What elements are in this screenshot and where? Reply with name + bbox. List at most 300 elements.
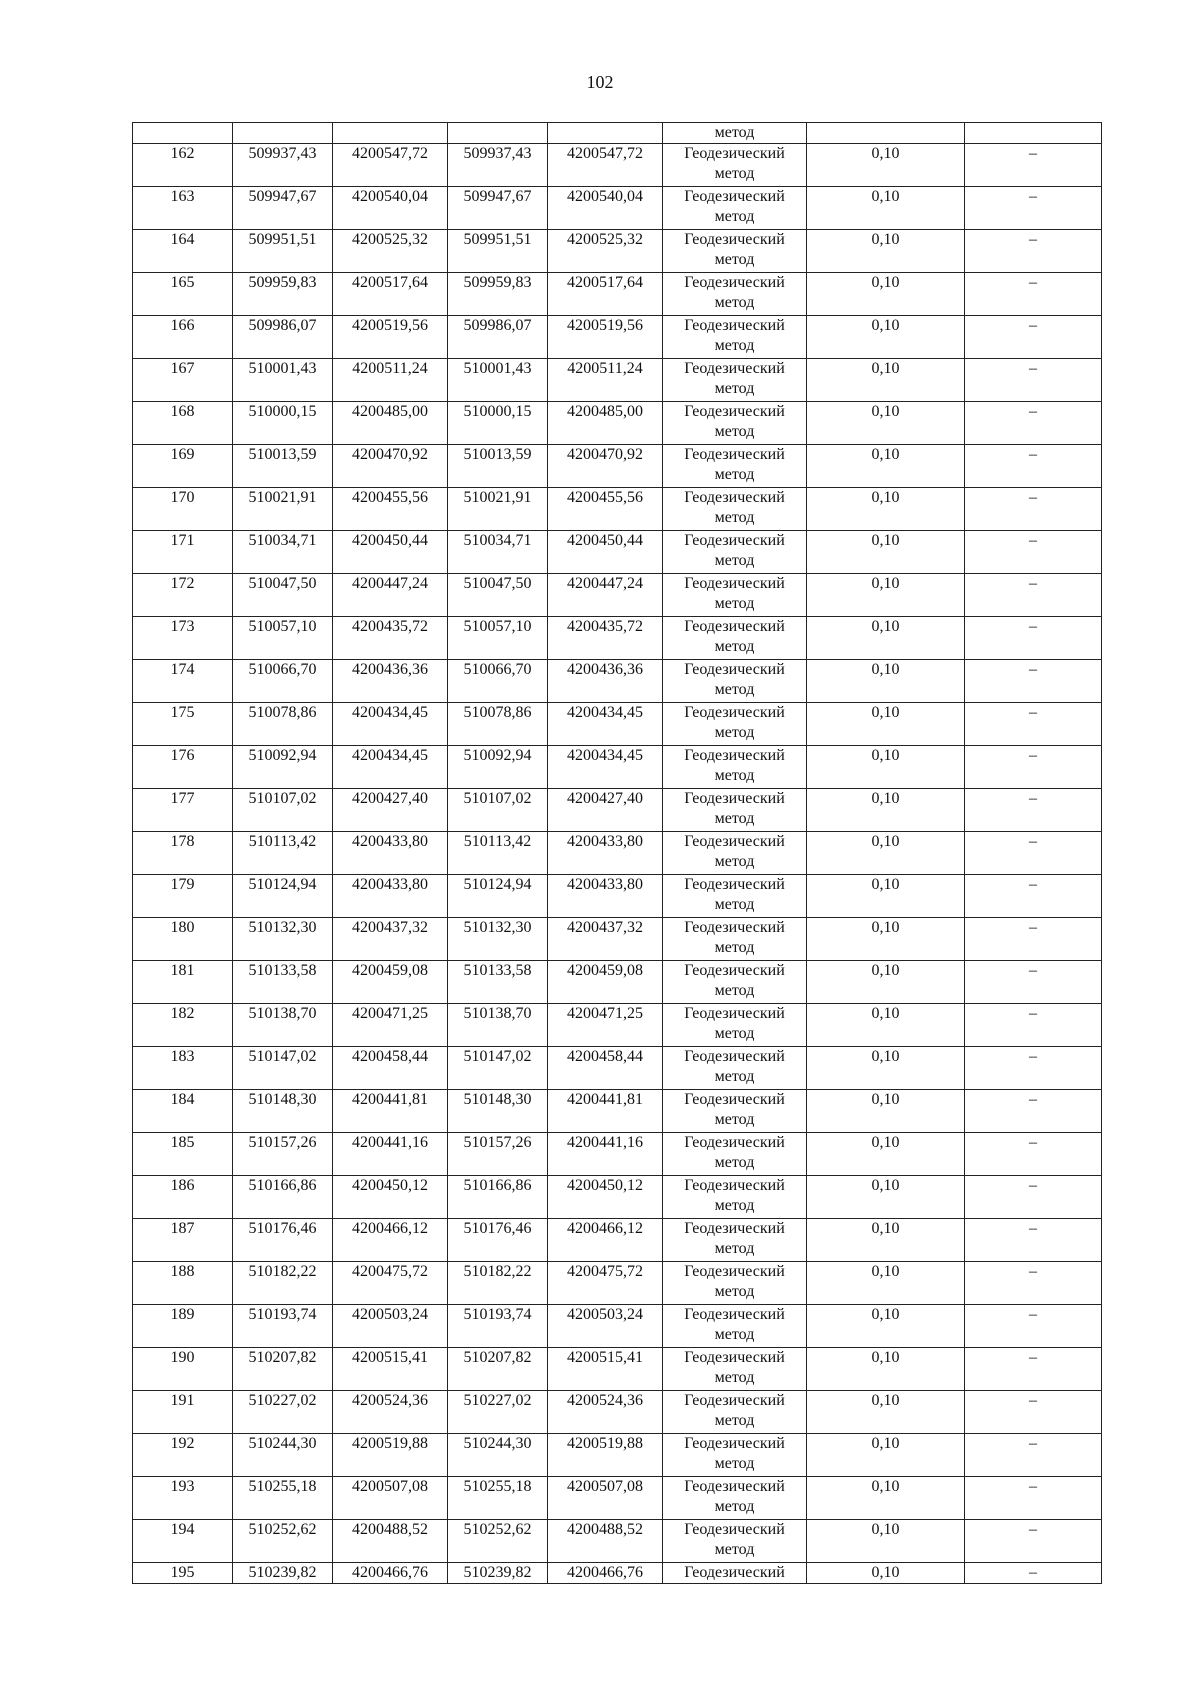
note-cell: – — [965, 1047, 1102, 1090]
note-cell: – — [965, 1219, 1102, 1262]
x-old-cell: 509937,43 — [233, 144, 333, 187]
x-new-cell: 510013,59 — [448, 445, 548, 488]
x-new-cell: 510021,91 — [448, 488, 548, 531]
point-number-cell: 188 — [133, 1262, 233, 1305]
table-cell — [807, 123, 965, 144]
y-new-cell: 4200433,80 — [548, 875, 663, 918]
x-old-cell: 510255,18 — [233, 1477, 333, 1520]
y-old-cell: 4200436,36 — [333, 660, 448, 703]
method-line: метод — [714, 939, 755, 956]
point-number-cell: 168 — [133, 402, 233, 445]
method-cell — [663, 1305, 807, 1348]
x-new-cell: 510147,02 — [448, 1047, 548, 1090]
x-new-cell: 510057,10 — [448, 617, 548, 660]
y-new-cell: 4200441,81 — [548, 1090, 663, 1133]
method-cell — [663, 1262, 807, 1305]
accuracy-cell: 0,10 — [807, 273, 965, 316]
note-cell: – — [965, 617, 1102, 660]
method-line: Геодезический — [684, 1564, 785, 1581]
point-number-cell: 190 — [133, 1348, 233, 1391]
y-old-cell: 4200517,64 — [333, 273, 448, 316]
table-row — [133, 1219, 1102, 1262]
accuracy-cell: 0,10 — [807, 1434, 965, 1477]
method-cell — [663, 187, 807, 230]
method-line: Геодезический — [684, 1220, 785, 1237]
accuracy-cell: 0,10 — [807, 1563, 965, 1584]
table-row — [133, 703, 1102, 746]
point-number-cell: 170 — [133, 488, 233, 531]
method-cell — [663, 1047, 807, 1090]
y-new-cell: 4200433,80 — [548, 832, 663, 875]
x-new-cell: 510176,46 — [448, 1219, 548, 1262]
accuracy-cell: 0,10 — [807, 1004, 965, 1047]
note-cell: – — [965, 1176, 1102, 1219]
method-cell — [663, 875, 807, 918]
method-line: метод — [714, 724, 755, 741]
x-old-cell: 510092,94 — [233, 746, 333, 789]
method-cell — [663, 832, 807, 875]
x-old-cell: 510182,22 — [233, 1262, 333, 1305]
x-old-cell: 510176,46 — [233, 1219, 333, 1262]
point-number-cell: 194 — [133, 1520, 233, 1563]
note-cell: – — [965, 1434, 1102, 1477]
method-line: метод — [714, 1326, 755, 1343]
accuracy-cell: 0,10 — [807, 402, 965, 445]
note-cell: – — [965, 230, 1102, 273]
table-cell — [133, 123, 233, 144]
point-number-cell: 179 — [133, 875, 233, 918]
table-row — [133, 1047, 1102, 1090]
method-line: Геодезический — [684, 962, 785, 979]
point-number-cell: 182 — [133, 1004, 233, 1047]
method-line: Геодезический — [684, 876, 785, 893]
method-line: Геодезический — [684, 489, 785, 506]
x-new-cell: 510132,30 — [448, 918, 548, 961]
method-line: метод — [714, 1025, 755, 1042]
coordinates-table — [132, 122, 1102, 1584]
x-old-cell: 510147,02 — [233, 1047, 333, 1090]
x-old-cell: 510021,91 — [233, 488, 333, 531]
y-old-cell: 4200434,45 — [333, 703, 448, 746]
x-new-cell: 510244,30 — [448, 1434, 548, 1477]
point-number-cell: 187 — [133, 1219, 233, 1262]
x-new-cell: 510047,50 — [448, 574, 548, 617]
y-old-cell: 4200455,56 — [333, 488, 448, 531]
y-new-cell: 4200458,44 — [548, 1047, 663, 1090]
method-cell — [663, 144, 807, 187]
method-line: Геодезический — [684, 1435, 785, 1452]
x-new-cell: 510078,86 — [448, 703, 548, 746]
method-line: Геодезический — [684, 446, 785, 463]
x-new-cell: 510034,71 — [448, 531, 548, 574]
note-cell: – — [965, 961, 1102, 1004]
note-cell: – — [965, 273, 1102, 316]
table-row — [133, 1004, 1102, 1047]
method-line: Геодезический — [684, 1392, 785, 1409]
method-line: Геодезический — [684, 1263, 785, 1280]
method-line: метод — [714, 681, 755, 698]
x-old-cell: 510252,62 — [233, 1520, 333, 1563]
y-new-cell: 4200503,24 — [548, 1305, 663, 1348]
accuracy-cell: 0,10 — [807, 617, 965, 660]
accuracy-cell: 0,10 — [807, 1262, 965, 1305]
y-old-cell: 4200434,45 — [333, 746, 448, 789]
x-new-cell: 510124,94 — [448, 875, 548, 918]
accuracy-cell: 0,10 — [807, 1348, 965, 1391]
method-cell — [663, 574, 807, 617]
method-line: метод — [714, 1369, 755, 1386]
method-cell — [663, 359, 807, 402]
x-new-cell: 510066,70 — [448, 660, 548, 703]
point-number-cell: 173 — [133, 617, 233, 660]
y-new-cell: 4200485,00 — [548, 402, 663, 445]
y-old-cell: 4200507,08 — [333, 1477, 448, 1520]
method-line: Геодезический — [684, 231, 785, 248]
method-line: метод — [714, 552, 755, 569]
method-line: Геодезический — [684, 833, 785, 850]
table-row — [133, 488, 1102, 531]
method-cell — [663, 531, 807, 574]
table-row — [133, 1262, 1102, 1305]
method-cell — [663, 1004, 807, 1047]
x-old-cell: 510066,70 — [233, 660, 333, 703]
x-old-cell: 510057,10 — [233, 617, 333, 660]
y-old-cell: 4200447,24 — [333, 574, 448, 617]
method-line: Геодезический — [684, 188, 785, 205]
method-line: Геодезический — [684, 1306, 785, 1323]
accuracy-cell: 0,10 — [807, 1133, 965, 1176]
note-cell: – — [965, 144, 1102, 187]
table-row — [133, 1348, 1102, 1391]
method-line: Геодезический — [684, 317, 785, 334]
accuracy-cell: 0,10 — [807, 1219, 965, 1262]
note-cell: – — [965, 1004, 1102, 1047]
accuracy-cell: 0,10 — [807, 531, 965, 574]
accuracy-cell: 0,10 — [807, 1520, 965, 1563]
method-line: Геодезический — [684, 145, 785, 162]
note-cell: – — [965, 746, 1102, 789]
y-old-cell: 4200441,81 — [333, 1090, 448, 1133]
table-row — [133, 144, 1102, 187]
point-number-cell: 186 — [133, 1176, 233, 1219]
method-cell — [663, 789, 807, 832]
table-row — [133, 1176, 1102, 1219]
point-number-cell: 172 — [133, 574, 233, 617]
y-new-cell: 4200466,12 — [548, 1219, 663, 1262]
note-cell: – — [965, 316, 1102, 359]
accuracy-cell: 0,10 — [807, 789, 965, 832]
x-new-cell: 509937,43 — [448, 144, 548, 187]
method-line: метод — [714, 595, 755, 612]
point-number-cell: 181 — [133, 961, 233, 1004]
point-number-cell: 185 — [133, 1133, 233, 1176]
method-line: метод — [714, 982, 755, 999]
method-cell — [663, 230, 807, 273]
method-line: метод — [714, 294, 755, 311]
y-new-cell: 4200455,56 — [548, 488, 663, 531]
method-cell — [663, 1090, 807, 1133]
method-cell — [663, 1477, 807, 1520]
y-new-cell: 4200434,45 — [548, 703, 663, 746]
method-line: метод — [714, 1240, 755, 1257]
point-number-cell: 165 — [133, 273, 233, 316]
method-line: метод — [714, 466, 755, 483]
note-cell: – — [965, 1262, 1102, 1305]
y-new-cell: 4200434,45 — [548, 746, 663, 789]
method-cell — [663, 402, 807, 445]
table-row — [133, 789, 1102, 832]
method-cell — [663, 660, 807, 703]
accuracy-cell: 0,10 — [807, 574, 965, 617]
x-new-cell: 510133,58 — [448, 961, 548, 1004]
method-line: метод — [714, 1455, 755, 1472]
method-line: метод — [714, 337, 755, 354]
table-row — [133, 531, 1102, 574]
accuracy-cell: 0,10 — [807, 746, 965, 789]
method-cell — [663, 1434, 807, 1477]
y-new-cell: 4200507,08 — [548, 1477, 663, 1520]
y-new-cell: 4200466,76 — [548, 1563, 663, 1584]
y-old-cell: 4200466,12 — [333, 1219, 448, 1262]
x-old-cell: 510013,59 — [233, 445, 333, 488]
point-number-cell: 174 — [133, 660, 233, 703]
method-line: метод — [714, 1498, 755, 1515]
table-row — [133, 1563, 1102, 1584]
method-line: Геодезический — [684, 1478, 785, 1495]
y-old-cell: 4200450,12 — [333, 1176, 448, 1219]
y-old-cell: 4200524,36 — [333, 1391, 448, 1434]
point-number-cell: 171 — [133, 531, 233, 574]
x-old-cell: 510227,02 — [233, 1391, 333, 1434]
y-new-cell: 4200511,24 — [548, 359, 663, 402]
note-cell: – — [965, 1348, 1102, 1391]
method-cell — [663, 746, 807, 789]
x-new-cell: 510092,94 — [448, 746, 548, 789]
table-row — [133, 230, 1102, 273]
note-cell: – — [965, 703, 1102, 746]
table-row — [133, 187, 1102, 230]
x-new-cell: 510227,02 — [448, 1391, 548, 1434]
table-row — [133, 1090, 1102, 1133]
y-old-cell: 4200450,44 — [333, 531, 448, 574]
method-cell — [663, 617, 807, 660]
y-old-cell: 4200441,16 — [333, 1133, 448, 1176]
table-row — [133, 617, 1102, 660]
y-new-cell: 4200488,52 — [548, 1520, 663, 1563]
point-number-cell: 164 — [133, 230, 233, 273]
accuracy-cell: 0,10 — [807, 1090, 965, 1133]
y-old-cell: 4200471,25 — [333, 1004, 448, 1047]
x-old-cell: 510107,02 — [233, 789, 333, 832]
point-number-cell: 176 — [133, 746, 233, 789]
y-new-cell: 4200435,72 — [548, 617, 663, 660]
table-body — [133, 123, 1102, 1584]
method-line: Геодезический — [684, 790, 785, 807]
table-cell — [233, 123, 333, 144]
accuracy-cell: 0,10 — [807, 316, 965, 359]
table-row — [133, 316, 1102, 359]
x-new-cell: 510255,18 — [448, 1477, 548, 1520]
y-new-cell: 4200517,64 — [548, 273, 663, 316]
y-new-cell: 4200471,25 — [548, 1004, 663, 1047]
x-new-cell: 510182,22 — [448, 1262, 548, 1305]
point-number-cell: 183 — [133, 1047, 233, 1090]
method-line: Геодезический — [684, 1134, 785, 1151]
x-old-cell: 510207,82 — [233, 1348, 333, 1391]
x-old-cell: 510047,50 — [233, 574, 333, 617]
x-old-cell: 510132,30 — [233, 918, 333, 961]
table-cell — [333, 123, 448, 144]
x-old-cell: 510001,43 — [233, 359, 333, 402]
note-cell: – — [965, 1477, 1102, 1520]
note-cell: – — [965, 1563, 1102, 1584]
point-number-cell: 175 — [133, 703, 233, 746]
point-number-cell: 191 — [133, 1391, 233, 1434]
x-new-cell: 510001,43 — [448, 359, 548, 402]
method-cell — [663, 316, 807, 359]
accuracy-cell: 0,10 — [807, 1047, 965, 1090]
point-number-cell: 189 — [133, 1305, 233, 1348]
y-new-cell: 4200437,32 — [548, 918, 663, 961]
x-old-cell: 509947,67 — [233, 187, 333, 230]
table-row — [133, 918, 1102, 961]
y-new-cell: 4200519,88 — [548, 1434, 663, 1477]
table-row — [133, 1477, 1102, 1520]
note-cell: – — [965, 187, 1102, 230]
method-line: Геодезический — [684, 704, 785, 721]
accuracy-cell: 0,10 — [807, 230, 965, 273]
method-cell — [663, 1219, 807, 1262]
note-cell: – — [965, 918, 1102, 961]
method-cell — [663, 1348, 807, 1391]
x-old-cell: 509959,83 — [233, 273, 333, 316]
method-line: метод — [714, 423, 755, 440]
method-line: Геодезический — [684, 575, 785, 592]
method-cell — [663, 961, 807, 1004]
table-row — [133, 1434, 1102, 1477]
y-old-cell: 4200540,04 — [333, 187, 448, 230]
x-old-cell: 509986,07 — [233, 316, 333, 359]
y-old-cell: 4200433,80 — [333, 875, 448, 918]
y-old-cell: 4200470,92 — [333, 445, 448, 488]
table-row — [133, 1391, 1102, 1434]
table-row — [133, 875, 1102, 918]
accuracy-cell: 0,10 — [807, 187, 965, 230]
table-row — [133, 273, 1102, 316]
method-line: метод — [714, 896, 755, 913]
method-line: метод — [714, 810, 755, 827]
note-cell: – — [965, 1090, 1102, 1133]
method-line: Геодезический — [684, 360, 785, 377]
x-old-cell: 510000,15 — [233, 402, 333, 445]
accuracy-cell: 0,10 — [807, 875, 965, 918]
y-old-cell: 4200515,41 — [333, 1348, 448, 1391]
x-old-cell: 510148,30 — [233, 1090, 333, 1133]
method-line: метод — [714, 638, 755, 655]
y-new-cell: 4200459,08 — [548, 961, 663, 1004]
method-line: метод — [714, 767, 755, 784]
y-old-cell: 4200525,32 — [333, 230, 448, 273]
page-number: 102 — [586, 72, 614, 92]
accuracy-cell: 0,10 — [807, 1305, 965, 1348]
x-new-cell: 510239,82 — [448, 1563, 548, 1584]
x-old-cell: 510034,71 — [233, 531, 333, 574]
point-number-cell: 167 — [133, 359, 233, 402]
x-new-cell: 510000,15 — [448, 402, 548, 445]
y-old-cell: 4200511,24 — [333, 359, 448, 402]
y-new-cell: 4200515,41 — [548, 1348, 663, 1391]
table-row — [133, 1133, 1102, 1176]
method-line: метод — [714, 380, 755, 397]
note-cell: – — [965, 660, 1102, 703]
point-number-cell: 166 — [133, 316, 233, 359]
y-old-cell: 4200503,24 — [333, 1305, 448, 1348]
table-row — [133, 1305, 1102, 1348]
table-row — [133, 1520, 1102, 1563]
method-line: Геодезический — [684, 403, 785, 420]
point-number-cell: 193 — [133, 1477, 233, 1520]
y-new-cell: 4200441,16 — [548, 1133, 663, 1176]
method-line: Геодезический — [684, 618, 785, 635]
y-new-cell: 4200450,44 — [548, 531, 663, 574]
note-cell: – — [965, 832, 1102, 875]
table-row — [133, 402, 1102, 445]
method-line: Геодезический — [684, 1177, 785, 1194]
note-cell: – — [965, 1391, 1102, 1434]
y-old-cell: 4200437,32 — [333, 918, 448, 961]
table-row — [133, 660, 1102, 703]
method-cell — [663, 445, 807, 488]
accuracy-cell: 0,10 — [807, 1176, 965, 1219]
method-cell — [663, 1520, 807, 1563]
x-new-cell: 509959,83 — [448, 273, 548, 316]
method-cell — [663, 1391, 807, 1434]
y-old-cell: 4200435,72 — [333, 617, 448, 660]
accuracy-cell: 0,10 — [807, 488, 965, 531]
table-row — [133, 359, 1102, 402]
point-number-cell: 192 — [133, 1434, 233, 1477]
method-line: Геодезический — [684, 1005, 785, 1022]
continuation-row — [133, 123, 1102, 144]
accuracy-cell: 0,10 — [807, 1391, 965, 1434]
y-new-cell: 4200519,56 — [548, 316, 663, 359]
x-old-cell: 510138,70 — [233, 1004, 333, 1047]
x-new-cell: 509947,67 — [448, 187, 548, 230]
note-cell: – — [965, 1305, 1102, 1348]
method-line: метод — [714, 208, 755, 225]
method-line: метод — [714, 509, 755, 526]
x-new-cell: 510157,26 — [448, 1133, 548, 1176]
x-old-cell: 509951,51 — [233, 230, 333, 273]
x-new-cell: 510113,42 — [448, 832, 548, 875]
x-new-cell: 510138,70 — [448, 1004, 548, 1047]
note-cell: – — [965, 1133, 1102, 1176]
table-cell — [448, 123, 548, 144]
note-cell: – — [965, 445, 1102, 488]
y-old-cell: 4200519,88 — [333, 1434, 448, 1477]
y-new-cell: 4200436,36 — [548, 660, 663, 703]
accuracy-cell: 0,10 — [807, 918, 965, 961]
method-cell — [663, 1176, 807, 1219]
y-old-cell: 4200458,44 — [333, 1047, 448, 1090]
table-row — [133, 832, 1102, 875]
method-line: Геодезический — [684, 1521, 785, 1538]
method-line: метод — [714, 1154, 755, 1171]
x-new-cell: 510148,30 — [448, 1090, 548, 1133]
method-cell — [663, 1563, 807, 1584]
note-cell: – — [965, 789, 1102, 832]
table-row — [133, 445, 1102, 488]
